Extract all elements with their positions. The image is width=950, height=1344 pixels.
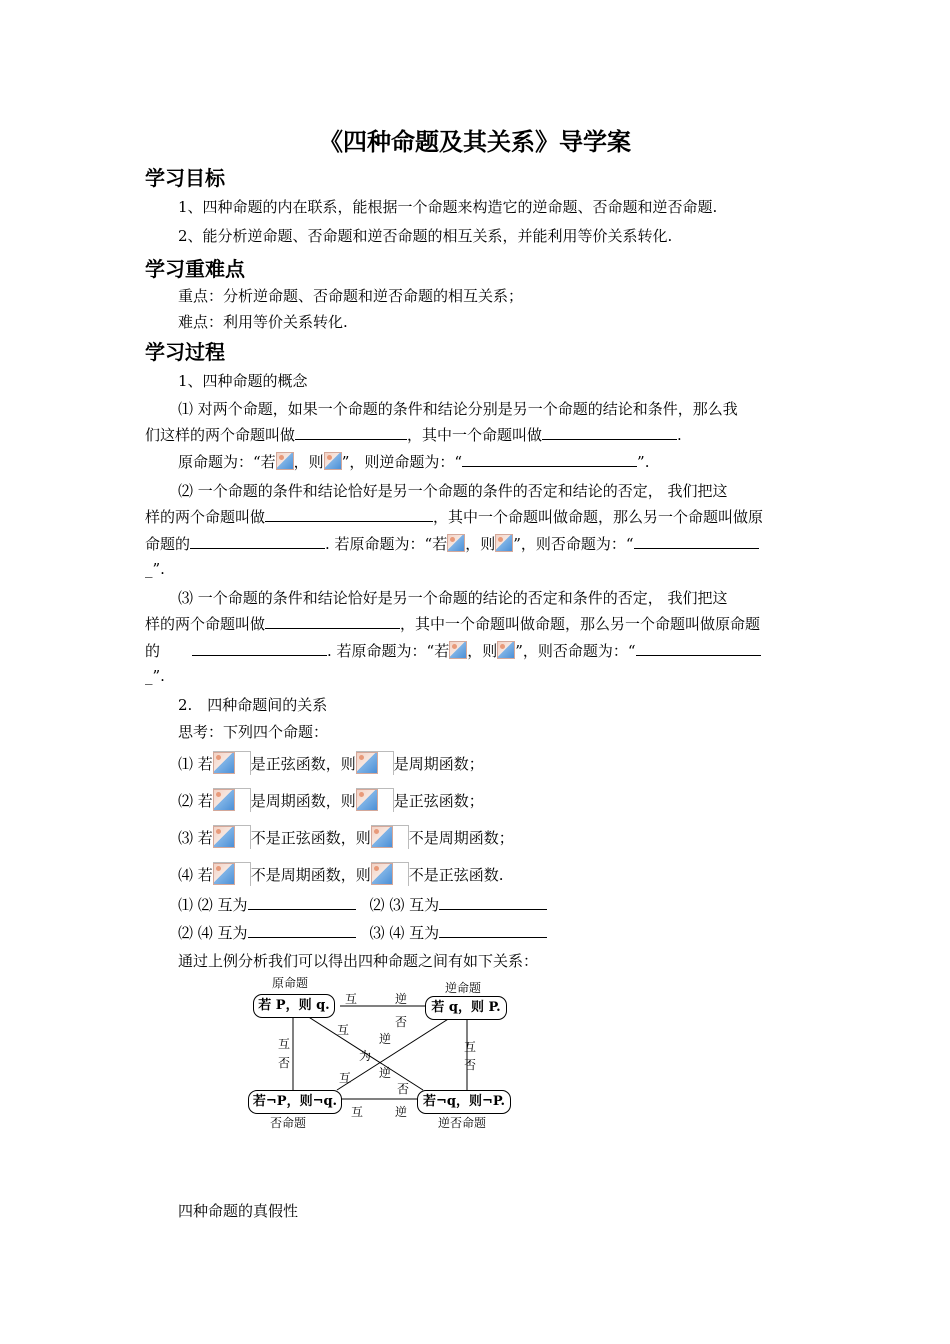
subheading-relations: 2. 四种命题间的关系 bbox=[178, 696, 328, 714]
heading-key: 学习重难点 bbox=[145, 257, 245, 281]
key-focus: 重点：分析逆命题、否命题和逆否命题的相互关系； bbox=[178, 287, 524, 305]
answer-blank bbox=[265, 507, 433, 522]
diagram-char: 互 bbox=[337, 1023, 350, 1037]
answer-blank bbox=[636, 641, 761, 656]
diagram-char: 逆 bbox=[395, 992, 408, 1006]
image-placeholder-icon bbox=[371, 863, 393, 885]
image-placeholder-icon bbox=[324, 452, 342, 470]
para-3-line1: ⑶ 一个命题的条件和结论恰好是另一个命题的结论的否定和条件的否定， 我们把这 bbox=[178, 589, 728, 607]
diagram-char: 否 bbox=[278, 1056, 291, 1070]
box-inverse: 若¬P，则¬q. bbox=[248, 1090, 342, 1114]
answer-blank bbox=[248, 895, 356, 910]
heading-process: 学习过程 bbox=[145, 340, 225, 364]
label-original: 原命题 bbox=[272, 976, 309, 990]
diagram-char: 互 bbox=[345, 992, 358, 1006]
page-title: 《四种命题及其关系》导学案 bbox=[319, 128, 631, 156]
image-placeholder-icon bbox=[449, 641, 467, 659]
image-placeholder-icon bbox=[371, 826, 393, 848]
image-placeholder-icon bbox=[276, 452, 294, 470]
think-prompt: 思考：下列四个命题： bbox=[178, 723, 329, 741]
diagram-char: 逆 bbox=[379, 1066, 392, 1080]
proposition-1: ⑴ 若 是正弦函数，则 是周期函数； bbox=[178, 751, 484, 775]
goal-item: 2、能分析逆命题、否命题和逆否命题的相互关系，并能利用等价关系转化. bbox=[178, 227, 673, 245]
image-placeholder-icon bbox=[213, 826, 235, 848]
diagram-char: 互 bbox=[278, 1037, 291, 1051]
heading-goals: 学习目标 bbox=[145, 166, 225, 190]
image-placeholder-icon bbox=[213, 863, 235, 885]
proposition-4: ⑷ 若 不是周期函数，则 不是正弦函数. bbox=[178, 862, 504, 886]
diagram-char: 为 bbox=[359, 1049, 372, 1063]
relation-row-1: ⑴ ⑵ 互为 ⑵ ⑶ 互为 bbox=[178, 894, 547, 915]
para-3-line2: 样的两个命题叫做 ，其中一个命题叫做命题，那么另一个命题叫做原命题 bbox=[145, 615, 761, 633]
image-placeholder-icon bbox=[213, 789, 235, 811]
answer-blank bbox=[439, 895, 547, 910]
box-converse: 若 q，则 P. bbox=[425, 996, 507, 1020]
diagram-char: 逆 bbox=[395, 1105, 408, 1119]
diagram-char: 逆 bbox=[379, 1032, 392, 1046]
goal-item: 1、四种命题的内在联系，能根据一个命题来构造它的逆命题、否命题和逆否命题. bbox=[178, 198, 718, 216]
para-1-line2: 们这样的两个命题叫做 ，其中一个命题叫做 . bbox=[145, 426, 682, 444]
answer-blank bbox=[295, 425, 407, 440]
image-placeholder-icon bbox=[356, 789, 378, 811]
answer-blank bbox=[634, 534, 759, 549]
diagram-char: 否 bbox=[464, 1058, 477, 1072]
answer-blank bbox=[265, 614, 400, 629]
box-original: 若 P，则 q. bbox=[253, 994, 335, 1018]
answer-blank bbox=[462, 452, 637, 467]
para-3-line3: 的 . 若原命题为：“若 ，则 ”，则否命题为：“ bbox=[145, 640, 761, 661]
para-1-line1: ⑴ 对两个命题，如果一个命题的条件和结论分别是另一个命题的结论和条件，那么我 bbox=[178, 400, 738, 418]
para-3-line4: _”. bbox=[145, 667, 165, 685]
para-2-line3: 命题的 . 若原命题为：“若 ，则 ”，则否命题为：“ bbox=[145, 533, 759, 554]
answer-blank bbox=[439, 923, 547, 938]
conclusion-text: 通过上例分析我们可以得出四种命题之间有如下关系： bbox=[178, 952, 539, 970]
diagram-char: 互 bbox=[351, 1105, 364, 1119]
answer-blank bbox=[542, 425, 677, 440]
truth-heading: 四种命题的真假性 bbox=[178, 1202, 299, 1220]
answer-blank bbox=[248, 923, 356, 938]
answer-blank bbox=[190, 534, 325, 549]
label-inverse: 否命题 bbox=[270, 1116, 307, 1130]
relation-diagram bbox=[245, 970, 515, 1135]
answer-blank bbox=[192, 641, 327, 656]
image-placeholder-icon bbox=[497, 641, 515, 659]
diagram-char: 否 bbox=[397, 1082, 410, 1096]
diagram-char: 互 bbox=[339, 1071, 352, 1085]
para-1-line3: 原命题为：“若 ，则 ”，则逆命题为：“ ”. bbox=[178, 453, 650, 471]
image-placeholder-icon bbox=[495, 534, 513, 552]
subheading-concepts: 1、四种命题的概念 bbox=[178, 372, 308, 390]
proposition-2: ⑵ 若 是周期函数，则 是正弦函数； bbox=[178, 788, 484, 812]
box-contrapositive: 若¬q，则¬P. bbox=[417, 1090, 511, 1114]
image-placeholder-icon bbox=[356, 752, 378, 774]
diagram-char: 否 bbox=[395, 1015, 408, 1029]
diagram-char: 互 bbox=[464, 1040, 477, 1054]
relation-row-2: ⑵ ⑷ 互为 ⑶ ⑷ 互为 bbox=[178, 922, 547, 943]
key-difficulty: 难点：利用等价关系转化. bbox=[178, 313, 348, 331]
proposition-3: ⑶ 若 不是正弦函数，则 不是周期函数； bbox=[178, 825, 514, 849]
image-placeholder-icon bbox=[213, 752, 235, 774]
para-2-line2: 样的两个命题叫做 ，其中一个命题叫做命题，那么另一个命题叫做原 bbox=[145, 508, 764, 526]
para-2-line1: ⑵ 一个命题的条件和结论恰好是另一个命题的条件的否定和结论的否定， 我们把这 bbox=[178, 482, 728, 500]
image-placeholder-icon bbox=[447, 534, 465, 552]
para-2-line4: _”. bbox=[145, 560, 165, 578]
label-converse: 逆命题 bbox=[445, 981, 482, 995]
label-contrapositive: 逆否命题 bbox=[438, 1116, 487, 1130]
